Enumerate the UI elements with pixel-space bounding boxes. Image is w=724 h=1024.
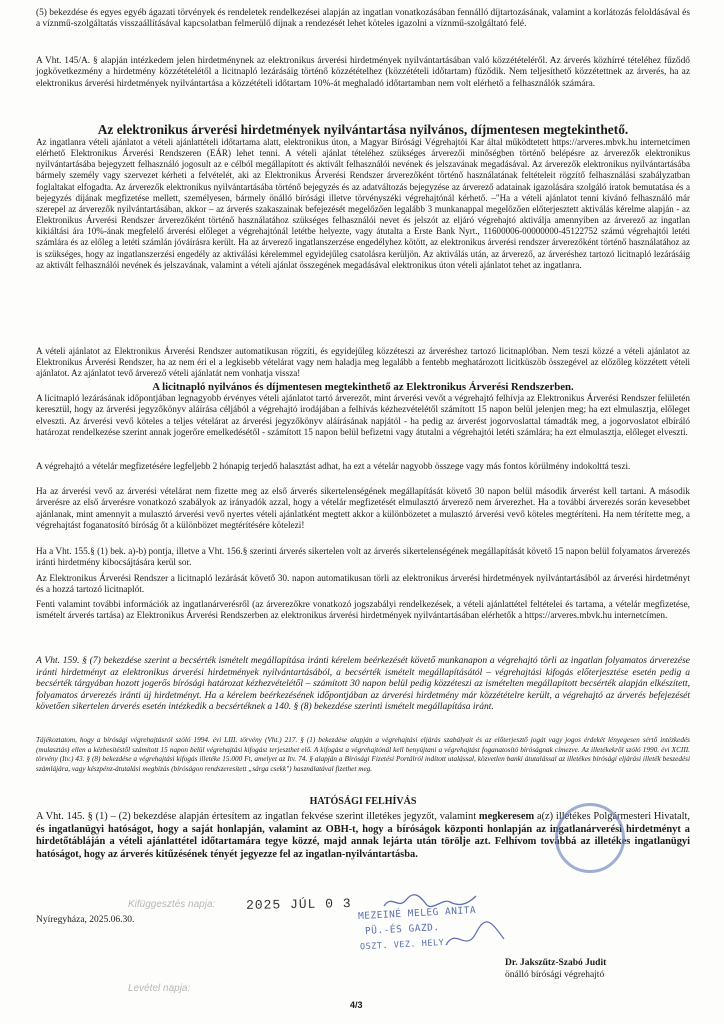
heading-registry-public: Az elektronikus árverési hirdetmények nyilvántartása nyilvános, díjmentesen megtekinthető.: [97, 122, 629, 137]
paragraph-continuous-auction: Ha a Vht. 155.§ (1) bek. a)-b) pontja, illetve a Vht. 156.§ szerinti árverés sikertelen volt az árverés sikertelenségének megállapítását követő 15 napon belül folyamatos árverezés iránti hirdetmény kibocsájtására kerül sor.: [36, 547, 690, 569]
stamp-line-department: PÜ.-ÉS GAZD.: [364, 922, 440, 937]
stamp-line-position: OSZT. VEZ. HELY.: [359, 937, 451, 953]
paragraph-publication: A Vht. 145/A. § alapján intézkedem jelen hirdetménynek az elektronikus árverési hirdetmények nyilvántartásában való közzétételéről. Az árverés közhírré tételéhez fűződő jogkövetkezmény a hirdetmény közzétételétől a licitnapló lezárásáig történő közzétételhez (közzétételi időtartam) fűződik. Nem teljesíthető közzétettnek az árverés, ha az elektronikus árverési hirdetmények nyilvántartása a közzétételi időtartam 10%-át meghaladó időtartamban nem volt elérhető a felhasználók számára.: [36, 56, 690, 89]
heading-authority-call: HATÓSÁGI FELHÍVÁS: [309, 796, 417, 807]
paragraph-winning-bidder: A licitnapló lezárásának időpontjában legnagyobb érvényes vételi ajánlatot tartó árverezőt, mint árverési vevőt a végrehajtó felhívja az Elektronikus Árverési Rendszer felületén keresztül, hogy az árverési jegyzőkönyv aláírása céljából a végrehajtó irodájában a felhívás kézhezvételétől számított 15 napon belül jelenjen meg; ha ezt elmulasztja, előleget elveszti. Az árverési vevő köteles a teljes vételárat az árverési jegyzőkönyv aláírásának napjától - ha pedig az árverést jogorvoslattal támadták meg, a jogorvoslatot elbíráló határozat rendelkezése szerint annak jogerőre emelkedésétől - számított 15 napon belül befizetni vagy átutalni a végrehajtói letéti számlára; ha ezt elmulasztja, előleget elveszti.: [36, 394, 690, 439]
posting-date-stamp: 2025 JÚL 0 3: [245, 896, 352, 913]
signer-name: Dr. Jakszűtz-Szabó Judit: [505, 958, 607, 968]
request-text-c: a(z) illetékes Polgármesteri Hivatalt,: [534, 811, 690, 822]
paragraph-further-info: Fenti valamint további információk az ingatlanárverésről (az árverezőkre vonatkozó jogszabályi rendelkezések, a vételi ajánlattétel feltételei és tartama, a vételár megfizetése, ismételt árverés tartása) az Elektronikus Árverési Rendszerben az elektronikus árverési hirdetmények nyilvántartásában elérhetők a https://arveres.mbvk.hu internetcímen.: [36, 600, 690, 622]
page-number: 4/3: [350, 1000, 363, 1010]
removal-date-label: Levétel napja:: [128, 983, 191, 994]
city-and-date: Nyíregyháza, 2025.06.30.: [36, 915, 135, 925]
posting-date-label: Kifüggesztés napja:: [128, 899, 216, 910]
paragraph-second-auction: Ha az árverési vevő az árverési vételárat nem fizette meg az első árverés sikertelenségének megállapítását követő 30 napon belül második árverést kell tartani. A második árverésre az első árverésre vonatkozó szabályok az irányadók azzal, hogy a vételár megfizetését elmulasztó árverező nem árverezhet. Ha a további árverezés során kevesebbet ajánlanak, mint amennyit a mulasztó árverési vevő nyertes vételi ajánlatként megtett akkor a különbözetet a mulasztó árverési vevő köteles megtéríteni. Ha nem térítette meg, a végrehajtást foganatosító bíróság őt a különbözet megtérítésére kötelezi!: [36, 487, 690, 532]
stamp-signature-icon: [440, 905, 510, 960]
request-text-d: és ingatlanügyi hatóságot, hogy a saját honlapján, valamint az OBH-t, hogy a bíróságok központi honlapján az ingatlanárverési hirdetményt a hirdetőtábláján a vételi ajánlattétel időtartamára tegye közzé, majd annak lejárta után törölje azt. Felhívom továbbá az illetékes ingatlanügyi hatóságot, hogy az árverés kitűzésének tényét jegyezze fel az ingatlan-nyilvántartásba.: [36, 823, 690, 860]
heading-bid-log-public: A licitnapló nyilvános és díjmentesen megtekinthető az Elektronikus Árverési Rendszerben.: [152, 381, 574, 393]
request-text-a: A Vht. 145. § (1) – (2) bekezdése alapján értesítem az ingatlan fekvése szerint illetékes jegyzőt, valamint: [36, 811, 479, 822]
signer-role: önálló bírósági végrehajtó: [505, 970, 605, 980]
paragraph-payment-deferral: A végrehajtó a vételár megfizetésére legfeljebb 2 hónapig terjedő halasztást adhat, ha ezt a vételár nagyobb összege vagy más fontos körülmény indokolttá teszi.: [36, 462, 631, 472]
paragraph-revaluation: A Vht. 159. § (7) bekezdése szerint a becsérték ismételt megállapítása iránti kérelem beérkezését követő munkanapon a végrehajtó törli az ingatlan folyamatos árverezése iránti hirdetményt az elektronikus árverési hirdetmények nyilvántartásából, a becsérték ismételt megállapításától – végrehajtási kifogás előterjesztése esetén pedig a becsérték tárgyában hozott jogerős bírósági határozat kézhezvételétől – számított 30 napon belül pedig közzéteszi az ismételten megállapított becsérték alapján elkészített, folyamatos árverezés iránti új hirdetményt. Ha a kérelem beérkezésének időpontjában az árverési hirdetmény már közzétételre került, a végrehajtó az árverés befejezését követően sikertelen árverés esetén intézkedik a becsértéknek a 140. § (8) bekezdése szerinti ismételt megállapítása iránt.: [36, 656, 690, 713]
paragraph-auto-delete: Az Elektronikus Árverési Rendszer a licitnapló lezárását követő 30. napon automatikusan törli az elektronikus árverési hirdetmények nyilvántartásából az árverési hirdetményt és a hozzá tartozó licitnaplót.: [36, 574, 690, 596]
round-seal-stamp: [555, 803, 625, 873]
paragraph-fee-settlement: (5) bekezdése és egyes egyéb ágazati törvények és rendeletek rendelkezései alapján az ingatlan vonatkozásában fennálló díjtartozásának, valamint a korlátozás feloldásával és a víznmű-szolgáltatás visszaállításával kapcsolatban felmerülő díjnak a rendezését lehet köteles igazolni a víznmű-szolgáltató felé.: [36, 8, 690, 30]
paragraph-objection-notice: Tájékoztatom, hogy a bírósági végrehajtásról szóló 1994. évi LIII. törvény (Vht.) 217. § (1) bekezdése alapján a végrehajtási eljárás szabályait és az előterjesztő jogát vagy jogos érdekét lényegesen sértő intézkedés (mulasztás) ellen a kézbesítéstől számított 15 napon belül végrehajtási kifogást terjeszthet elő. A kifogást a végrehajtónál kell benyújtani a végrehajtást foganatosító bíróságnak címezve. Az illetékekről szóló 1990. évi XCIII. törvény (Itv.) 43. § (8) bekezdése a végrehajtási kifogás illetéke 15.000 Ft, amelyet az Itv. 74. § alapján a Bírósági Fizetési Portálról indított utalással, közvetlen banki átutalással az illetékes bírósági eljárási illeték beszedési számlájára, vagy készpénz-átutalási megbízás (bíróságon rendszeresített „sárga csekk") használatával fizethet meg.: [36, 736, 690, 773]
stamp-line-name: MEZEINÉ MELEG ANITA: [357, 904, 477, 923]
paragraph-bidding-rules: Az ingatlanra vételi ajánlatot a vételi ajánlattételi időtartama alatt, elektronikus úton, a Magyar Bírósági Végrehajtói Kar által működtetett https://arveres.mbvk.hu internetcímen elérhető Elektronikus Árverési Rendszeren (EÁR) lehet tenni. A vételi ajánlat tételéhez szükséges árverezői minőségben történő belépésre az árverezők elektronikus nyilvántartásába bejegyzett felhasználó jogosult az e célból megállapított és aktivált felhasználói nevének és jelszavának megadásával. Az árverezők elektronikus nyilvántartásába bármely személy vagy szervezet kérheti a felvételét, aki az Elektronikus Árverési Rendszer árverezőként történő használatának feltételeit rögzítő felhasználási szabályzatban foglaltakat elfogadta. Az árverezők elektronikus nyilvántartásába történő bejegyzés és az adatváltozás bejegyzése az árverező adatainak igazolására szolgáló iratok bemutatása és a bejegyzés díjának megfizetése mellett, személyesen, bármely önálló bírósági illetve törvényszéki végrehajtónál kérhető. –"Ha a vételi ajánlatot tenni kívánó felhasználó már szerepel az árverezők nyilvántartásában, akkor – az árverés szakaszainak befejezését megelőzően legalább 3 munkanappal megelőzően előterjesztett aktiválás kérelme alapján - az Elektronikus Árverési Rendszer árverezőként történő használatához szükséges felhasználói nevet és jelszót az eljáró végrehajtó aktiválja amennyiben az árverező az ingatlan kikiáltási ára 10%-ának megfelelő árverési előleget a végrehajtónál letétbe helyezte, vagy átutalta a Erste Bank Nyrt., 11600006-00000000-45122752 számú végrehajtói letéti számlára és az előleg a letéti számlán jóváírásra került. Ha az árverező ingatlanszerzése engedélyhez kötött, az elektronikus árverési rendszer árverezőként történő használatához az is szükséges, hogy az ingatlanszerzési engedély az aktiválási kérelemmel egyidejűleg csatolásra kerüljön. Az aktiválás után, az árverező, az árveréshez tartozó licitnapló lezárásáig az aktivált felhasználói nevének és jelszavának, valamint a vételi ajánlat összegének megadásával elektronikus úton vételi ajánlatot tehet az ingatlanra.: [36, 137, 690, 270]
request-text-b: megkeresem: [478, 811, 535, 822]
paragraph-bid-recording: A vételi ajánlatot az Elektronikus Árverési Rendszer automatikusan rögzíti, és egyidejűleg közzéteszi az árveréshez tartozó licitnaplóban. Nem teszi közzé a vételi ajánlatot az Elektronikus Árverési Rendszer, ha az nem éri el a legkisebb vételárat vagy nem haladja meg legalább a fentebb meghatározott licitküszöb összegével az előzőleg közzétett vételi ajánlatot. Az ajánlatot tevő árverező vételi ajánlatát nem vonhatja vissza!: [36, 346, 690, 379]
